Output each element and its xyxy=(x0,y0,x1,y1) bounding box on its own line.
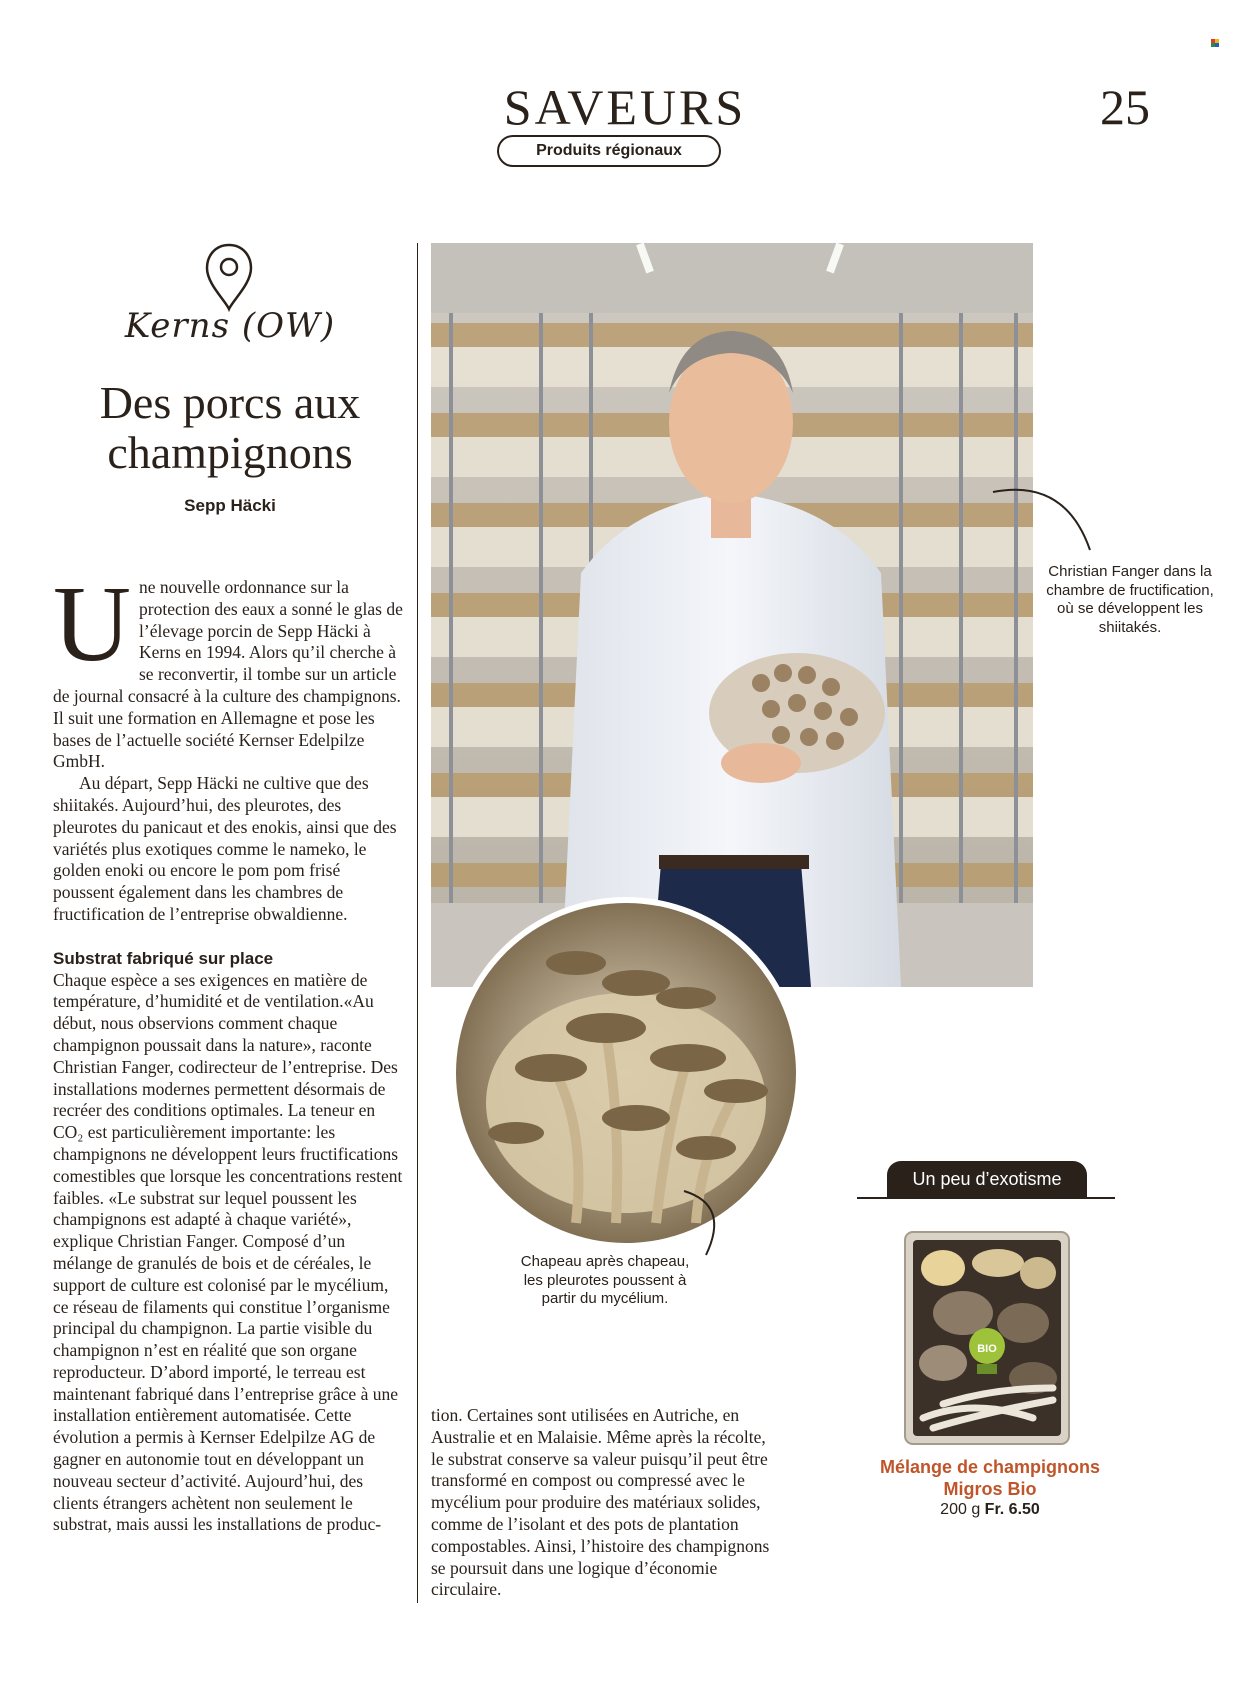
paragraph-2: Au départ, Sepp Häcki ne cultive que des shiitakés. Aujourd’hui, des pleurotes, des pleurotes du panicaut et des enokis, ainsi que des variétés plus exotiques comme le nameko, le golden enoki ou encore le pom pom frisé poussent également dans les chambres de fructification de l’entreprise obwaldienne. xyxy=(53,773,397,924)
headline-line-1: Des porcs aux xyxy=(99,377,361,428)
mushroom-closeup-photo xyxy=(450,897,802,1249)
mushroom-caption: Chapeau après chapeau, les pleurotes poussent à partir du mycélium. xyxy=(520,1253,690,1307)
caption-pointer-1 xyxy=(985,478,1105,558)
publisher-mark-icon xyxy=(1211,34,1219,42)
product-weight: 200 g xyxy=(940,1501,981,1518)
page-number: 25 xyxy=(1100,79,1150,135)
product-price: Fr. 6.50 xyxy=(984,1501,1040,1518)
portrait-caption: Christian Fanger dans la chambre de fructification, où se développent les shiitakés. xyxy=(1046,563,1214,636)
product-photo xyxy=(903,1228,1071,1448)
product-name-line-2: Migros Bio xyxy=(943,1479,1037,1499)
bio-badge: BIO xyxy=(977,1343,997,1355)
sidebar-rule xyxy=(857,1197,1115,1199)
paragraph-1-text: ne nouvelle ordonnance sur la protection des eaux a sonné le glas de l’élevage porcin de Sepp Häcki à Kerns en 1994. Alors qu’il cherche à se reconvertir, il tombe sur un article de journal consacré à la culture des champignons. Il suit une formation en Allemagne et pose les bases de l’actuelle société Kernser Edelpilze GmbH. xyxy=(53,577,403,772)
article-author: Sepp Häcki xyxy=(184,496,276,515)
section-title: SAVEURS xyxy=(503,79,747,135)
paragraph-1 xyxy=(53,565,405,773)
column-divider xyxy=(417,243,418,1603)
article-column-2: tion. Certaines sont utilisées en Autriche, en Australie et en Malaisie. Même après la récolte, le substrat conserve sa valeur puisqu’il peut être transformé en compost ou compressé avec le mycélium pour produire des matériaux solides, comme de l’isolant et des pots de plantation compostables. Ainsi, l’histoire des champignons se poursuit dans une logique d’économie circulaire. xyxy=(431,1405,770,1600)
portrait-photo xyxy=(431,243,1033,987)
product-name xyxy=(870,1456,1110,1500)
article-headline xyxy=(40,378,420,478)
product-price-line xyxy=(870,1501,1110,1519)
paragraph-3: Chaque espèce a ses exigences en matière de température, d’humidité et de ventilation.«Au début, nous observions comment chaque champignon poussait dans la nature», raconte Christian Fanger, codirecteur de l’entreprise. Des installations modernes permettent désormais de recréer des conditions optimales. La teneur en CO₂ est particulièrement importante: les champignons ne développent leurs fructifications comestibles que lorsque les concentrations restent faibles. «Le substrat sur lequel poussent les champignons est adapté à chaque variété», explique Christian Fanger. Composé d’un mélange de granulés de bois et de céréales, le support de culture est colonisé par le mycélium, ce réseau de filaments qui constitue l’organisme principal du champignon. La partie visible du champignon n’est en réalité que son organe reproducteur. D’abord importé, le terreau est maintenant fabriqué dans l’entreprise grâce à une installation entièrement automatisée. Cette évolution a permis à Kernser Edelpilze AG de gagner en autonomie tout en développant un nouveau secteur d’activité. Aujourd’hui, des clients étrangers achètent non seulement le substrat, mais aussi les installations de produc- xyxy=(53,969,403,1535)
rubric-label: Produits régionaux xyxy=(497,135,721,167)
headline-line-2: champignons xyxy=(107,427,353,478)
drop-cap: U xyxy=(53,565,131,684)
article-subhead: Substrat fabriqué sur place xyxy=(53,948,274,968)
sidebar-tab-label: Un peu d’exotisme xyxy=(887,1161,1087,1197)
location-pin-icon xyxy=(203,242,255,312)
article-location: Kerns (OW) xyxy=(124,306,336,346)
product-name-line-1: Mélange de champignons xyxy=(879,1457,1101,1477)
article-column-1 xyxy=(53,565,405,1536)
